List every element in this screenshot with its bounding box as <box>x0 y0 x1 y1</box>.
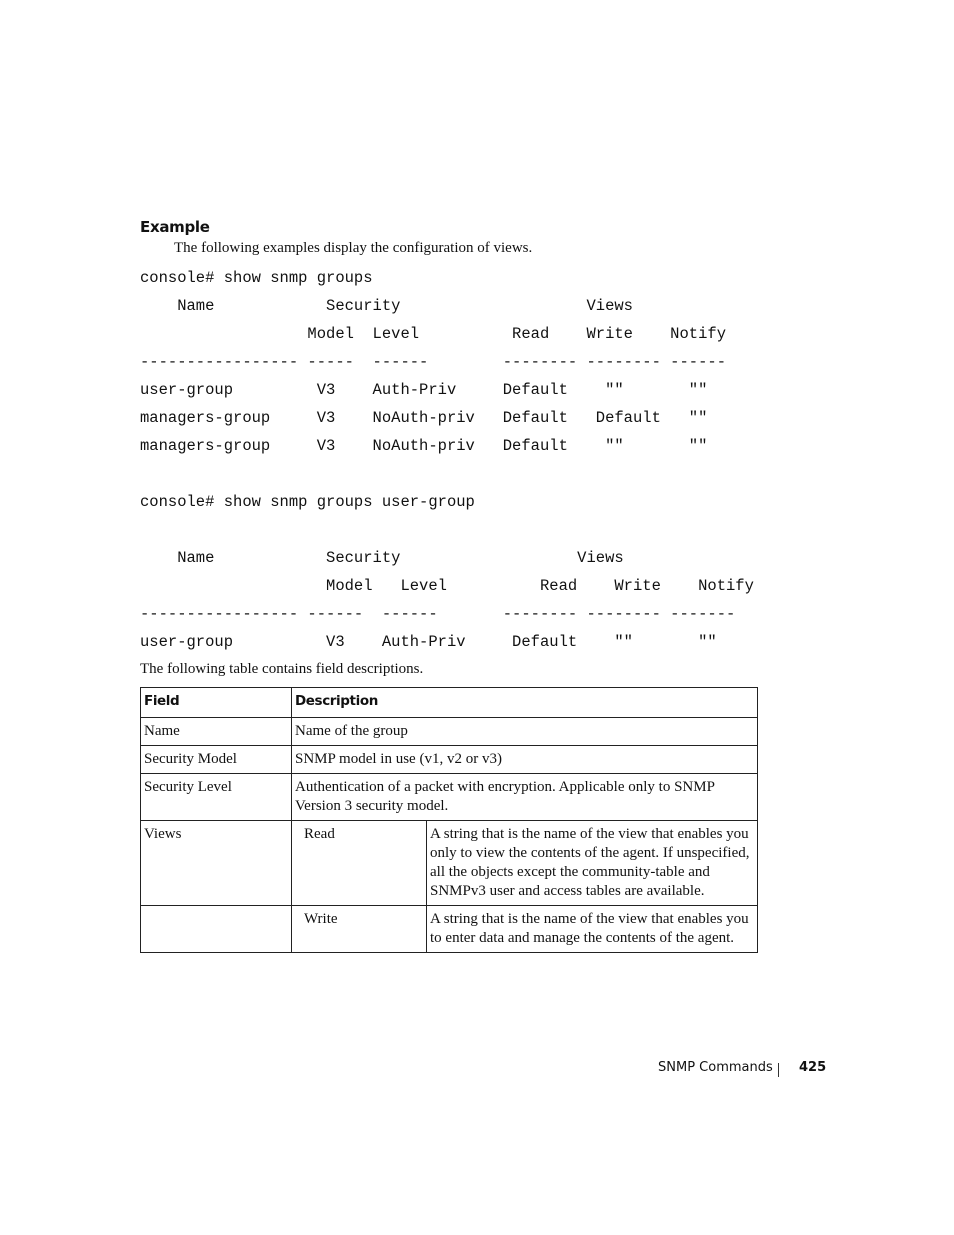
description-cell: A string that is the name of the view that enables you to enter data and manage the contents of the agent. <box>427 906 758 953</box>
example-heading: Example <box>140 218 210 236</box>
field-description-table <box>140 687 758 953</box>
table-description: The following table contains field descriptions. <box>140 661 424 677</box>
field-cell <box>141 906 292 953</box>
table-row <box>141 906 758 953</box>
code-line <box>140 516 754 544</box>
intro-text: The following examples display the configuration of views. <box>174 240 533 256</box>
code-line: ----------------- ----- ------ -------- -------- ------ <box>140 353 726 371</box>
description-cell: Name of the group <box>292 718 758 746</box>
code-line: Model Level Read Write Notify <box>140 325 726 343</box>
code-line: user-group V3 Auth-Priv Default "" "" <box>140 381 708 399</box>
code-block-show-snmp-groups <box>140 264 726 460</box>
field-cell: Name <box>141 718 292 746</box>
field-cell: Security Level <box>141 774 292 821</box>
table-header-row <box>141 688 758 718</box>
table-row <box>141 718 758 746</box>
subfield-cell: Write <box>292 906 427 953</box>
subfield-cell: Read <box>292 821 427 906</box>
code-line: ----------------- ------ ------ -------- -------- ------- <box>140 605 736 623</box>
code-line: Name Security Views <box>140 549 624 567</box>
header-field: Field <box>141 688 292 718</box>
code-line: console# show snmp groups user-group <box>140 493 475 511</box>
code-block-show-snmp-groups-user-group <box>140 488 754 656</box>
description-cell: SNMP model in use (v1, v2 or v3) <box>292 746 758 774</box>
table-row <box>141 821 758 906</box>
field-cell: Security Model <box>141 746 292 774</box>
page-number: 425 <box>799 1060 827 1075</box>
code-line: managers-group V3 NoAuth-priv Default Default "" <box>140 409 708 427</box>
code-line: managers-group V3 NoAuth-priv Default "" "" <box>140 437 708 455</box>
footer-section-title: SNMP Commands <box>658 1060 773 1075</box>
description-cell: A string that is the name of the view that enables you only to view the contents of the agent. If unspecified, all the objects except the community-table and SNMPv3 user and access tables are available. <box>427 821 758 906</box>
footer-divider <box>778 1063 779 1077</box>
table-row <box>141 746 758 774</box>
code-line: user-group V3 Auth-Priv Default "" "" <box>140 633 717 651</box>
header-description: Description <box>292 688 758 718</box>
code-line: console# show snmp groups <box>140 269 373 287</box>
code-line: Model Level Read Write Notify <box>140 577 754 595</box>
table-row <box>141 774 758 821</box>
description-cell: Authentication of a packet with encryption. Applicable only to SNMP Version 3 security model. <box>292 774 758 821</box>
code-line: Name Security Views <box>140 297 633 315</box>
field-cell: Views <box>141 821 292 906</box>
